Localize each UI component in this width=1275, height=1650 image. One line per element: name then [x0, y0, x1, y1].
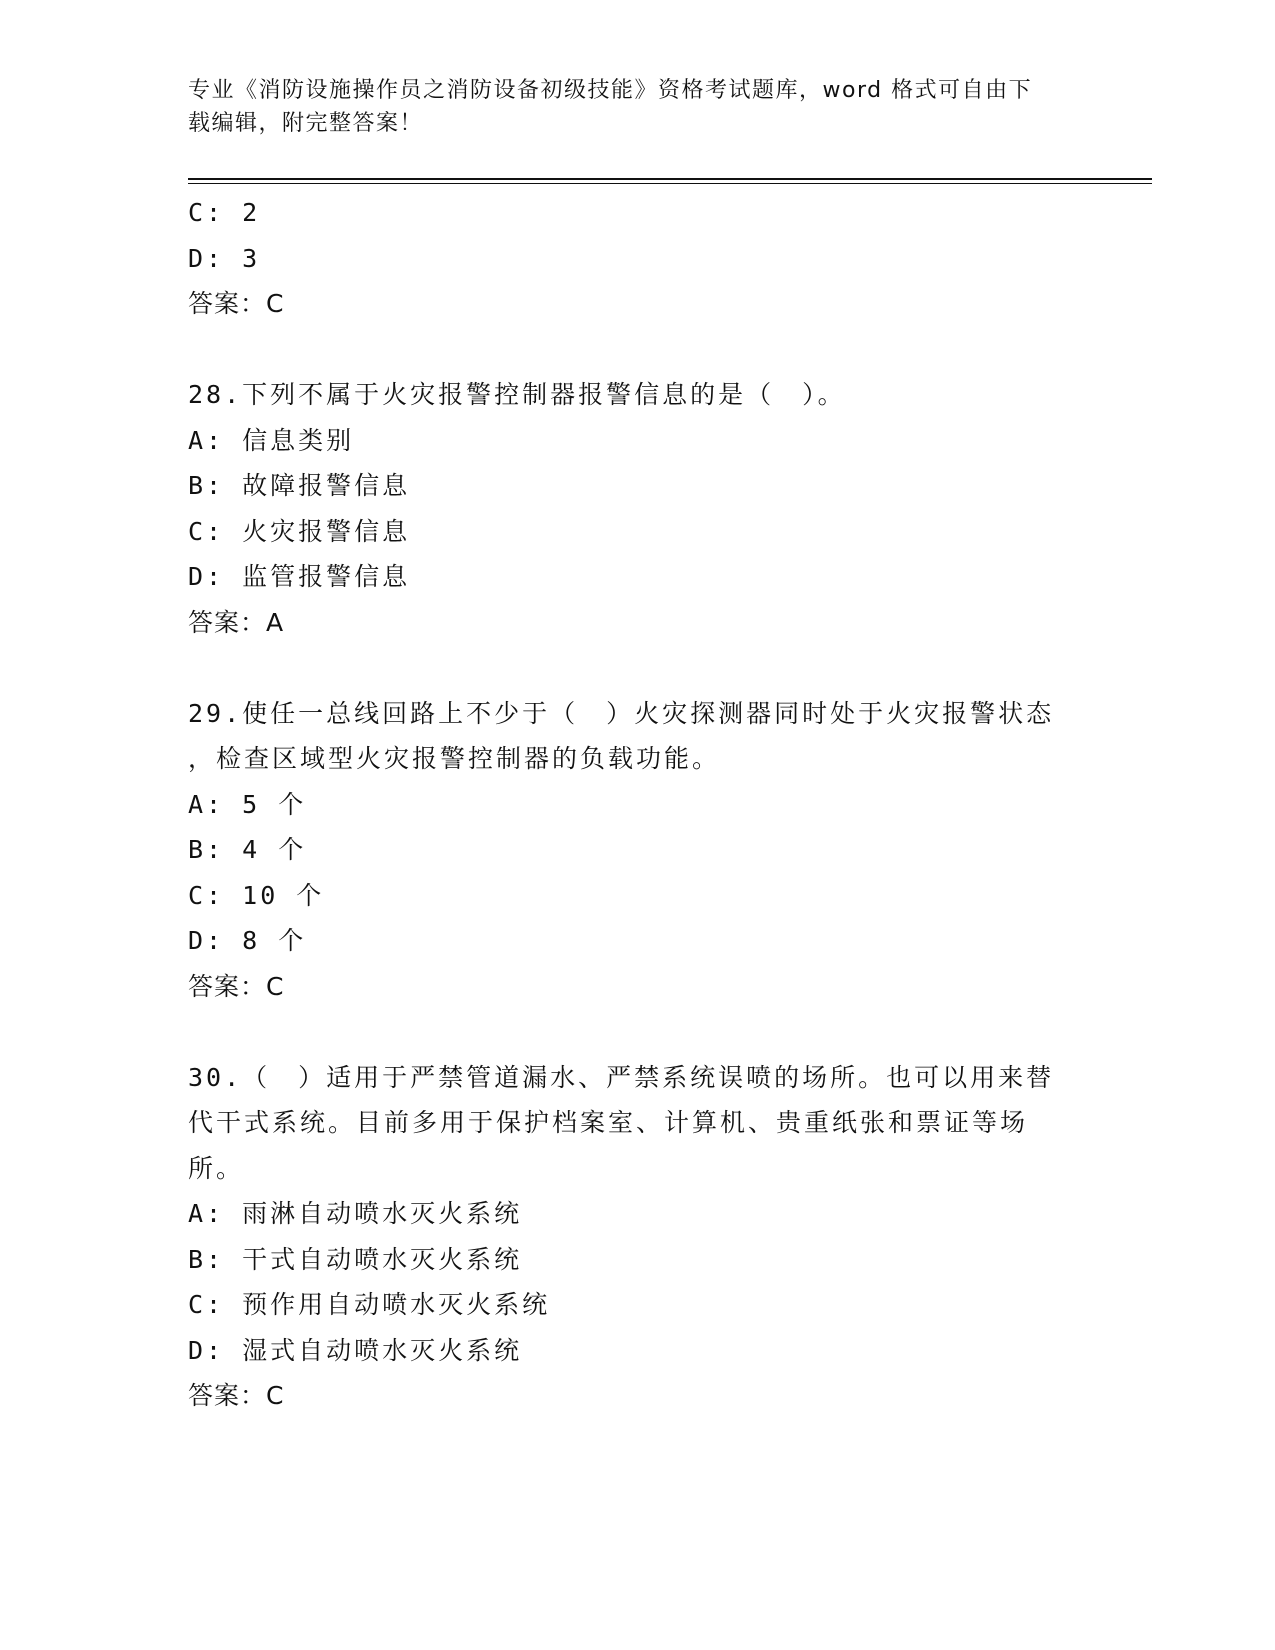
answer-line: 答案：A	[188, 607, 285, 637]
option-b: B: 干式自动喷水灭火系统	[188, 1244, 523, 1274]
option-d: D: 监管报警信息	[188, 562, 411, 591]
option-b: B: 故障报警信息	[188, 471, 411, 500]
option-c: C: 火灾报警信息	[188, 516, 411, 546]
spacer	[188, 327, 1088, 373]
option-d: D: 湿式自动喷水灭火系统	[188, 1335, 523, 1365]
option-c: C: 2	[188, 198, 261, 227]
spacer	[188, 645, 1088, 691]
option-a: A: 信息类别	[188, 425, 355, 455]
option-d: D: 3	[188, 243, 261, 273]
header-divider-thick	[188, 178, 1152, 180]
question-30-text-line-2: 代干式系统。目前多用于保护档案室、计算机、贵重纸张和票证等场	[188, 1108, 1029, 1137]
option-a: A: 5 个	[188, 789, 307, 819]
answer-line: 答案：C	[188, 1381, 285, 1410]
option-b: B: 4 个	[188, 835, 307, 864]
question-30-text-line-3: 所。	[188, 1153, 245, 1183]
answer-line: 答案：C	[188, 971, 285, 1001]
document-header	[188, 74, 1088, 140]
header-divider-thin	[188, 183, 1152, 184]
question-29-text-line-1: 29.使任一总线回路上不少于（ ）火灾探测器同时处于火灾报警状态	[188, 698, 1055, 728]
question-28-text: 28.下列不属于火灾报警控制器报警信息的是（ ）。	[188, 380, 846, 409]
question-29-text-line-2: ，检查区域型火灾报警控制器的负载功能。	[188, 744, 721, 773]
option-c: C: 预作用自动喷水灭火系统	[188, 1290, 551, 1319]
question-30-text-line-1: 30.（ ）适用于严禁管道漏水、严禁系统误喷的场所。也可以用来替	[188, 1062, 1055, 1092]
header-line-1: 专业《消防设施操作员之消防设备初级技能》资格考试题库，word 格式可自由下	[188, 78, 1033, 103]
option-a: A: 雨淋自动喷水灭火系统	[188, 1199, 523, 1228]
answer-line: 答案：C	[188, 289, 285, 318]
spacer	[188, 1009, 1088, 1055]
header-line-2: 载编辑，附完整答案！	[188, 111, 424, 136]
question-content	[188, 190, 1088, 1419]
option-d: D: 8 个	[188, 926, 307, 955]
option-c: C: 10 个	[188, 880, 325, 910]
